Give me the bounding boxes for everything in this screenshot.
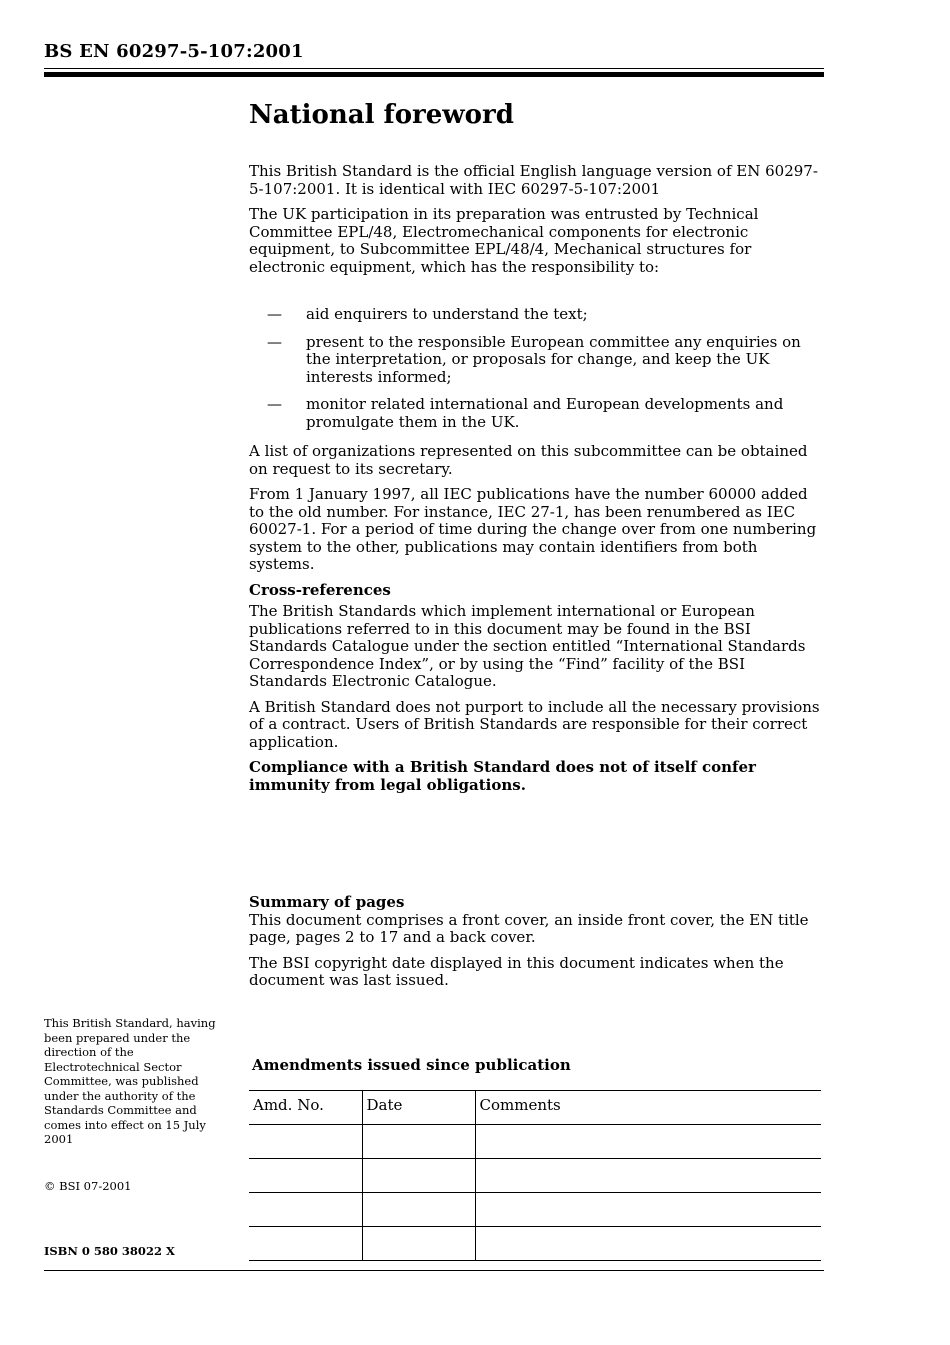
cross-references-heading: Cross-references [249, 580, 391, 599]
provisions-paragraph: A British Standard does not purport to include all the necessary provisions of a contract. Users of British Standards are responsible for their correct application. [249, 697, 820, 751]
table-cell [249, 1159, 362, 1193]
list-item-text: present to the responsible European committee any enquiries on the interpretation, or proposals for change, and keep the UK interests informed; [306, 332, 801, 386]
table-header-row [249, 1091, 821, 1125]
copyright-notice: © BSI 07-2001 [44, 1179, 132, 1193]
dash-bullet: — [267, 332, 282, 351]
document-id: BS EN 60297-5-107:2001 [44, 41, 304, 62]
list-item [249, 396, 824, 431]
column-header-date: Date [362, 1091, 475, 1125]
organizations-paragraph: A list of organizations represented on this subcommittee can be obtained on request to its secretary. [249, 442, 808, 478]
list-item-text: monitor related international and European developments and promulgate them in the UK. [306, 395, 784, 431]
summary-heading: Summary of pages [249, 893, 405, 911]
table-cell [249, 1227, 362, 1261]
summary-paragraph: This document comprises a front cover, an inside front cover, the EN title page, pages 2 to 17 and a back cover. [249, 910, 809, 946]
list-item-text: aid enquirers to understand the text; [306, 305, 588, 323]
table-cell [249, 1193, 362, 1227]
table-cell [475, 1193, 821, 1227]
participation-paragraph: The UK participation in its preparation was entrusted by Technical Committee EPL/48, Electromechanical components for electronic equipment, to Subcommittee EPL/48/4, Mechanical structures for electronic equipment, which has the responsibility to: [249, 205, 759, 276]
dash-bullet: — [267, 305, 282, 323]
table-row [249, 1193, 821, 1227]
table-cell [249, 1125, 362, 1159]
table-cell [362, 1193, 475, 1227]
amendments-title: Amendments issued since publication [252, 1056, 571, 1074]
header-rule-thin [44, 68, 824, 69]
table-row [249, 1227, 821, 1261]
table-row [249, 1159, 821, 1193]
intro-paragraph: This British Standard is the official English language version of EN 60297-5-107:2001. It is identical with IEC 60297-5-107:2001 [249, 162, 818, 198]
table-cell [362, 1227, 475, 1261]
table-cell [475, 1159, 821, 1193]
dash-bullet: — [267, 395, 282, 413]
compliance-statement: Compliance with a British Standard does not of itself confer immunity from legal obligations. [249, 758, 756, 794]
isbn: ISBN 0 580 38022 X [44, 1244, 175, 1258]
column-header-amd-no: Amd. No. [249, 1091, 362, 1125]
table-cell [362, 1125, 475, 1159]
list-item [249, 334, 824, 387]
list-item [249, 306, 824, 324]
table-row [249, 1125, 821, 1159]
footer-rule [44, 1270, 824, 1271]
numbering-paragraph: From 1 January 1997, all IEC publications have the number 60000 added to the old number. For instance, IEC 27-1, has been renumbered as IEC 60027-1. For a period of time during the change over from one numbering system to the other, publications may contain identifiers from both systems. [249, 485, 817, 573]
authority-note: This British Standard, having been prepared under the direction of the Electrotechnical Sector Committee, was published under the authority of the Standards Committee and comes into effect on 15 July 2001 [44, 1016, 216, 1146]
table-cell [475, 1227, 821, 1261]
responsibility-list [249, 306, 824, 431]
header-rule-thick [44, 72, 824, 77]
table-cell [475, 1125, 821, 1159]
foreword-body [249, 163, 824, 802]
cross-references-paragraph: The British Standards which implement international or European publications referred to in this document may be found in the BSI Standards Catalogue under the section entitled “International Standards Correspondence Index”, or by using the “Find” facility of the BSI Standards Electronic Catalogue. [249, 602, 806, 690]
page-title: National foreword [249, 100, 514, 130]
column-header-comments: Comments [475, 1091, 821, 1125]
amendments-table [249, 1090, 821, 1261]
copyright-date-paragraph: The BSI copyright date displayed in this document indicates when the document was last issued. [249, 953, 784, 989]
table-cell [362, 1159, 475, 1193]
summary-section [249, 894, 824, 998]
